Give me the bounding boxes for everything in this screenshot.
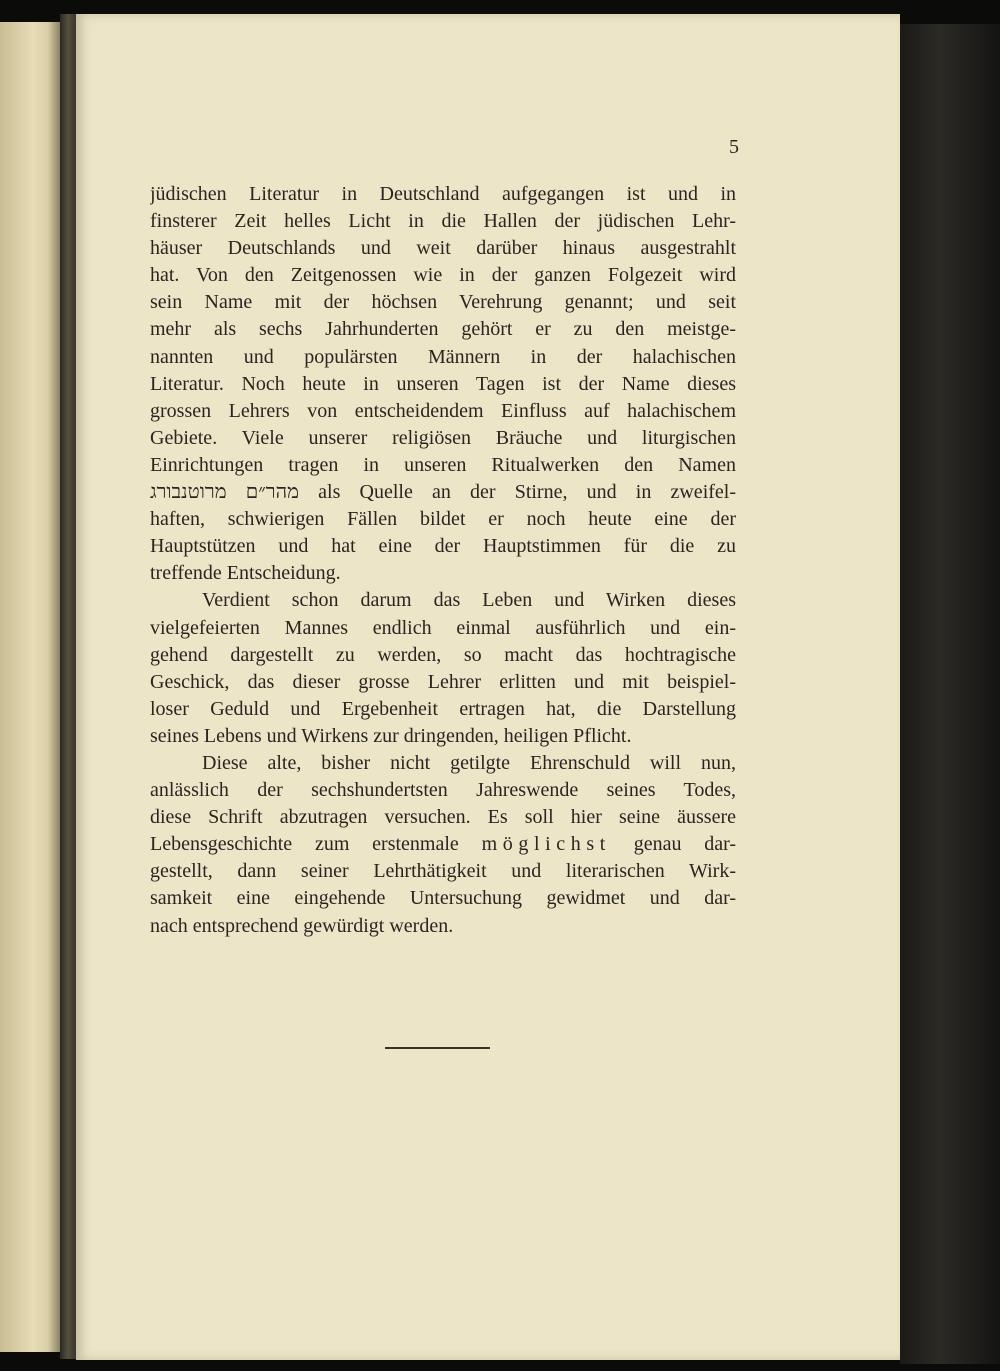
text-line: gehend dargestellt zu werden, so macht das hochtragische xyxy=(150,643,736,666)
text-line: hat. Von den Zeitgenossen wie in der ganzen Folgezeit wird xyxy=(150,264,736,287)
text-line-hebrew: מהר״ם מרוטנבורג als Quelle an der Stirne, und in zweifel- xyxy=(150,481,736,504)
text-line: häuser Deutschlands und weit darüber hinaus ausgestrahlt xyxy=(150,237,736,260)
text-line: treffende Entscheidung. xyxy=(150,562,341,585)
text-segment: genau dar- xyxy=(633,833,736,856)
book-cover-edge xyxy=(900,24,1000,1364)
text-line: sein Name mit der höchsen Verehrung genannt; und seit xyxy=(150,291,736,314)
text-line xyxy=(150,831,736,858)
paragraph-start-line: Verdient schon darum das Leben und Wirken dieses xyxy=(202,589,736,612)
previous-page-edge xyxy=(0,22,60,1352)
text-line: anlässlich der sechshundertsten Jahreswende seines Todes, xyxy=(150,779,736,802)
text-line: Einrichtungen tragen in unseren Ritualwerken den Namen xyxy=(150,453,736,476)
book-gutter xyxy=(60,14,76,1359)
text-line: nannten und populärsten Männern in der halachischen xyxy=(150,345,736,368)
text-line: finsterer Zeit helles Licht in die Hallen der jüdischen Lehr- xyxy=(150,210,736,233)
text-segment: Lebensgeschichte zum erstenmale xyxy=(150,833,459,856)
text-line: vielgefeierten Mannes endlich einmal ausführlich und ein- xyxy=(150,616,736,639)
text-line: Geschick, das dieser grosse Lehrer erlitten und mit beispiel- xyxy=(150,670,736,693)
text-line: mehr als sechs Jahrhunderten gehört er zu den meistge- xyxy=(150,318,736,341)
text-line: loser Geduld und Ergebenheit ertragen hat, die Darstellung xyxy=(150,697,736,720)
emphasized-word: möglichst xyxy=(481,833,611,856)
text-line: seines Lebens und Wirkens zur dringenden, heiligen Pflicht. xyxy=(150,724,632,747)
text-line: grossen Lehrers von entscheidendem Einfluss auf halachischem xyxy=(150,399,736,422)
text-line: jüdischen Literatur in Deutschland aufgegangen ist und in xyxy=(150,183,736,205)
text-line: haften, schwierigen Fällen bildet er noch heute eine der xyxy=(150,508,736,531)
text-line: nach entsprechend gewürdigt werden. xyxy=(150,914,454,937)
text-line: samkeit eine eingehende Untersuchung gewidmet und dar- xyxy=(150,887,736,910)
page-number: 5 xyxy=(729,136,739,158)
section-end-rule xyxy=(385,1047,490,1049)
text-line: Gebiete. Viele unserer religiösen Bräuche und liturgischen xyxy=(150,426,736,449)
text-line: Literatur. Noch heute in unseren Tagen ist der Name dieses xyxy=(150,372,736,395)
body-text xyxy=(150,181,736,940)
text-line: diese Schrift abzutragen versuchen. Es soll hier seine äussere xyxy=(150,806,736,829)
text-line: gestellt, dann seiner Lehrthätigkeit und literarischen Wirk- xyxy=(150,860,736,883)
paragraph-start-line: Diese alte, bisher nicht getilgte Ehrenschuld will nun, xyxy=(202,751,736,774)
text-line: Hauptstützen und hat eine der Hauptstimmen für die zu xyxy=(150,535,736,558)
